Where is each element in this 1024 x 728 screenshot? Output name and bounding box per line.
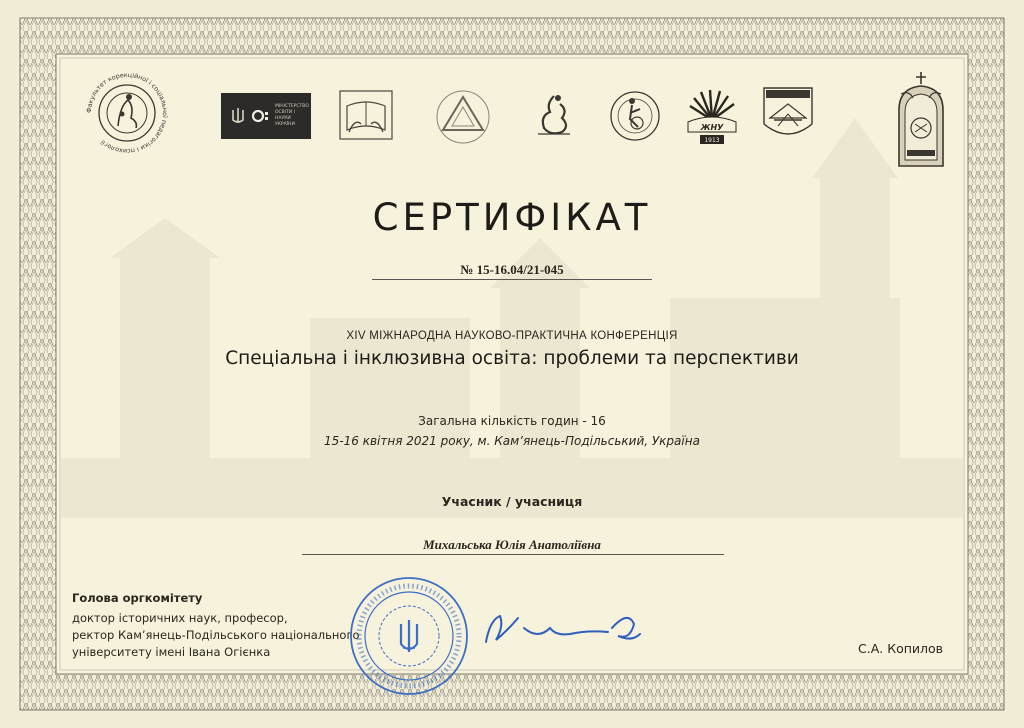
- church-seal-logo: [891, 70, 951, 170]
- signer-name: С.А. Копилов: [858, 641, 944, 656]
- trident-icon: [229, 106, 247, 126]
- head-line-1: доктор історичних наук, професор,: [72, 611, 288, 625]
- participant-name: Михальська Юлія Анатоліївна: [423, 537, 601, 552]
- hands-book-logo: [337, 88, 395, 142]
- university-shield-logo: [760, 84, 816, 148]
- head-committee-title: Голова оргкомітету: [72, 591, 203, 605]
- date-place: 15-16 квітня 2021 року, м. Кам’янець-Подільський, Україна: [324, 434, 700, 448]
- participant-label: Учасник / учасниця: [441, 494, 583, 509]
- certificate-title: СЕРТИФІКАТ: [372, 196, 652, 239]
- conference-title: Спеціальна і інклюзивна освіта: проблеми та перспективи: [225, 348, 799, 369]
- conference-type: XIV МІЖНАРОДНА НАУКОВО-ПРАКТИЧНА КОНФЕРЕНЦІЯ: [346, 330, 678, 342]
- faculty-logo: [84, 70, 170, 156]
- head-line-2: ректор Кам’янець-Подільського національного: [72, 628, 360, 642]
- faculty-ring-text: Факультет корекційної і соціальної педагогіки і психології: [85, 71, 169, 155]
- head-line-3: університету імені Івана Огієнка: [72, 645, 271, 659]
- triangle-emblem-logo: [432, 86, 494, 148]
- figure-logo: [528, 90, 580, 142]
- zhnu-year: 1913: [704, 137, 720, 144]
- zhnu-text: ЖНУ: [700, 123, 724, 132]
- name-underline: [302, 554, 724, 555]
- mon-mark-icon: [251, 106, 271, 126]
- number-underline: [372, 279, 652, 280]
- handwritten-signature: [478, 606, 648, 656]
- zhnu-logo: [684, 86, 740, 148]
- ministry-logo: [221, 93, 311, 139]
- certificate-number: № 15-16.04/21-045: [460, 262, 564, 277]
- circle-figure-logo: [606, 87, 664, 145]
- total-hours: Загальна кількість годин - 16: [418, 414, 606, 428]
- official-stamp: [345, 572, 473, 700]
- ministry-text: МІНІСТЕРСТВО ОСВІТИ І НАУКИ УКРАЇНИ: [275, 104, 309, 127]
